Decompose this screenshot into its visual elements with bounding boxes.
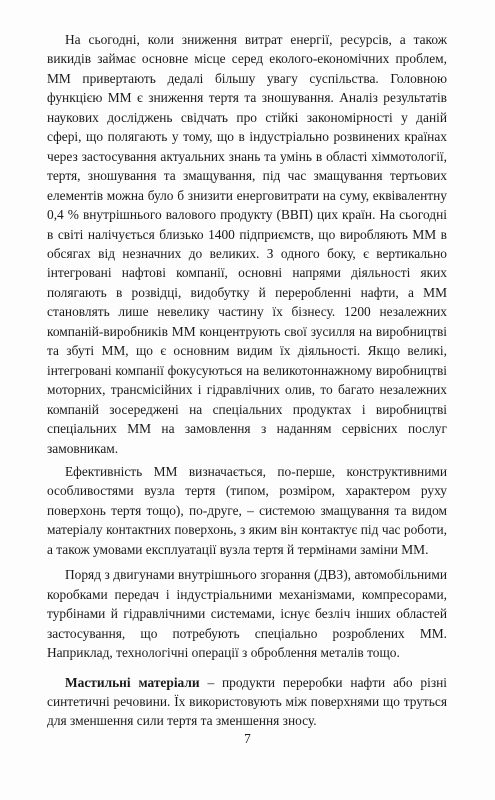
defined-term: Мастильні матеріали <box>65 674 200 690</box>
definition-text: – продукти переробки нафти або різні синтетичні речовини. Їх використовують між поверхнями що труться для зменшення сили тертя та зменшення зносу. <box>47 674 447 729</box>
paragraph-mm-applications: Поряд з двигунами внутрішнього згорання (ДВЗ), автомобільними коробками передач і індустріальними механізмами, компресорами, турбінами й гідравлічними системами, існує безліч інших областей застосування, що потребують спеціально розроблених ММ. Наприклад, технологічні операції з оброблення металів тощо. <box>47 567 447 661</box>
page-number: 7 <box>244 731 251 746</box>
paragraph-definition <box>47 673 447 731</box>
paragraph-mm-economics: На сьогодні, коли зниження витрат енергії, ресурсів, а також викидів займає основне місце серед еколого-економічних проблем, ММ привертають дедалі більшу увагу суспільства. Головною функцією ММ є зниження тертя та зношування. Аналіз результатів наукових досліджень свідчать про стійкі закономірності у даній сфері, що полягають у тому, що в індустріально розвинених країнах через застосування актуальних знань та умінь в області хіммотології, тертя, зношування та змащування, під час змащування тертьових елементів можна було б знизити енерговитрати на суму, еквівалентну 0,4 % внутрішнього валового продукту (ВВП) цих країн. На сьогодні в світі налічується близько 1400 підприємств, що виробляють ММ в обсягах від незначних до великих. З одного боку, є вертикально інтегровані нафтові компанії, основні напрями діяльності яких полягають в розвідці, видобутку й переробленні нафти, а ММ становлять лише невелику частину їх бізнесу. 1200 незалежних компаній-виробників ММ концентрують свої зусилля на виробництві та збуті ММ, що є основним видим їх діяльності. Якщо великі, інтегровані компанії фокусуються на великотоннажному виробництві моторних, трансмісійних і гідравлічних олив, то багато незалежних компаній зосереджені на спеціальних продуктах і виробництві спеціальних ММ на замовлення з наданням сервісних послуг замовникам. <box>47 32 447 456</box>
body-text <box>47 30 447 735</box>
paragraph-mm-efficiency: Ефективність ММ визначається, по-перше, конструктивними особливостями вузла тертя (типом, розміром, характером руху поверхонь тертя тощо), по-друге, – системою змащування та видом матеріалу контактних поверхонь, з яким він контактує під час роботи, а також умовами експлуатації вузла тертя й термінами заміни ММ. <box>47 463 447 557</box>
